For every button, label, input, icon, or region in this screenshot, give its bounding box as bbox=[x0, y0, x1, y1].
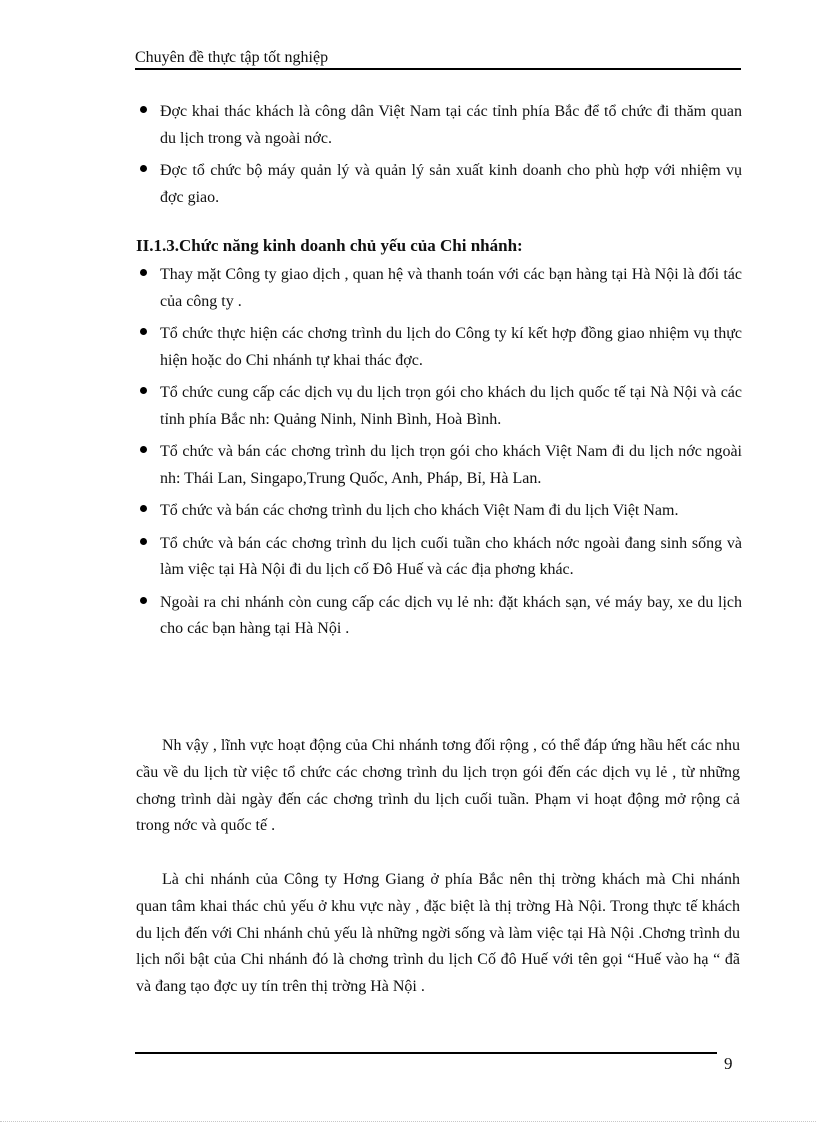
footer-divider bbox=[135, 1052, 717, 1054]
bullet-icon bbox=[140, 328, 147, 335]
list-item: Tổ chức và bán các chơng trình du lịch cho khách Việt Nam đi du lịch Việt Nam. bbox=[136, 498, 742, 525]
bullet-icon bbox=[140, 505, 147, 512]
list-item: Ngoài ra chi nhánh còn cung cấp các dịch vụ lẻ nh: đặt khách sạn, vé máy bay, xe du lịch cho các bạn hàng tại Hà Nội . bbox=[136, 590, 742, 643]
bullet-icon bbox=[140, 106, 147, 113]
list-item: Tổ chức và bán các chơng trình du lịch cuối tuần cho khách nớc ngoài đang sinh sống và làm việc tại Hà Nội đi du lịch cố Đô Huế và các địa phơng khác. bbox=[136, 531, 742, 584]
list-item: Tổ chức cung cấp các dịch vụ du lịch trọn gói cho khách du lịch quốc tế tại Nà Nội và các tỉnh phía Bắc nh: Quảng Ninh, Ninh Bình, Hoà Bình. bbox=[136, 380, 742, 433]
bullet-icon bbox=[140, 269, 147, 276]
list-item: Thay mặt Công ty giao dịch , quan hệ và thanh toán với các bạn hàng tại Hà Nội là đối tác của công ty . bbox=[136, 262, 742, 315]
functions-bullet-list bbox=[136, 262, 742, 649]
market-paragraph: Là chi nhánh của Công ty Hơng Giang ở phía Bắc nên thị trờng khách mà Chi nhánh quan tâm khai thác chủ yếu ở khu vực này , đặc biệt là thị trờng Hà Nội. Trong thực tế khách du lịch đến với Chi nhánh chủ yếu là những ngời sống và làm việc tại Hà Nội .Chơng trình du lịch nổi bật của Chi nhánh đó là chơng trình du lịch Cố đô Huế với tên gọi “Huế vào hạ “ đã và đang tạo đợc uy tín trên thị trờng Hà Nội . bbox=[136, 871, 740, 996]
bullet-icon bbox=[140, 165, 147, 172]
page-number: 9 bbox=[724, 1054, 733, 1073]
list-item: Đợc tổ chức bộ máy quản lý và quản lý sản xuất kinh doanh cho phù hợp với nhiệm vụ đợc giao. bbox=[136, 158, 742, 211]
bullet-icon bbox=[140, 538, 147, 545]
list-item: Tổ chức và bán các chơng trình du lịch trọn gói cho khách Việt Nam đi du lịch nớc ngoài nh: Thái Lan, Singapo,Trung Quốc, Anh, Pháp, Bỉ, Hà Lan. bbox=[136, 439, 742, 492]
rights-bullet-list bbox=[136, 99, 742, 217]
summary-paragraph: Nh vậy , lĩnh vực hoạt động của Chi nhánh tơng đối rộng , có thể đáp ứng hầu hết các nhu cầu về du lịch từ việc tổ chức các chơng trình du lịch trọn gói đến các dịch vụ lẻ , từ những chơng trình dài ngày đến các chơng trình du lịch cuối tuần. Phạm vi hoạt động mở rộng cả trong nớc và quốc tế . bbox=[136, 737, 740, 835]
page-bottom-border bbox=[0, 1121, 816, 1122]
bullet-icon bbox=[140, 387, 147, 394]
list-item: Tổ chức thực hiện các chơng trình du lịch do Công ty kí kết hợp đồng giao nhiệm vụ thực hiện hoặc do Chi nhánh tự khai thác đợc. bbox=[136, 321, 742, 374]
header-title: Chuyên đề thực tập tốt nghiệp bbox=[135, 49, 329, 66]
list-item: Đợc khai thác khách là công dân Việt Nam tại các tỉnh phía Bắc để tổ chức đi thăm quan du lịch trong và ngoài nớc. bbox=[136, 99, 742, 152]
section-heading: II.1.3.Chức năng kinh doanh chủ yếu của Chi nhánh: bbox=[136, 236, 523, 255]
bullet-icon bbox=[140, 597, 147, 604]
bullet-icon bbox=[140, 446, 147, 453]
page-header bbox=[135, 49, 741, 70]
